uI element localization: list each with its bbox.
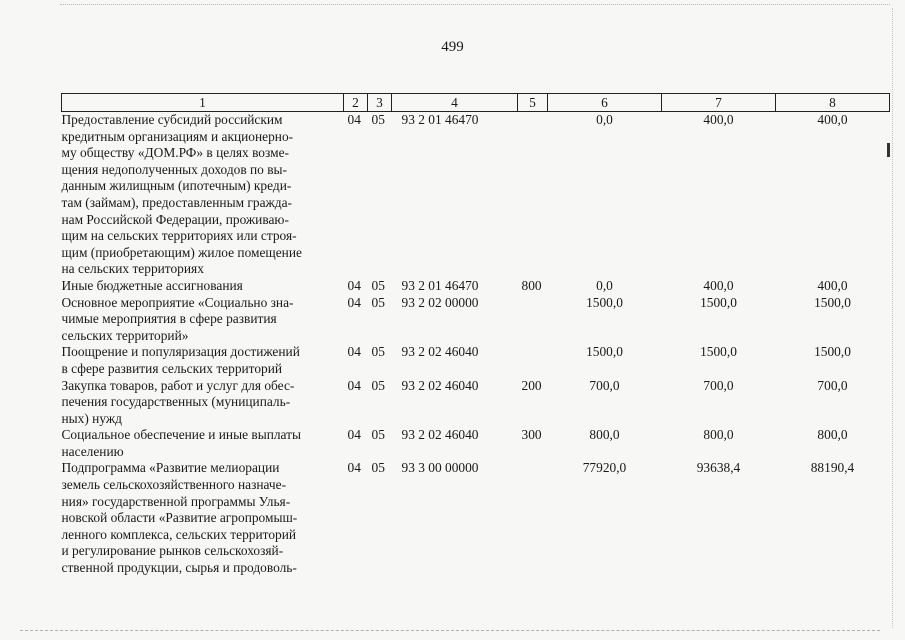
value-col-7: 700,0 bbox=[703, 377, 734, 393]
description-line: ленного комплекса, сельских территорий bbox=[61, 526, 297, 542]
scan-edge-right bbox=[892, 8, 894, 628]
description-line: му обществу «ДОМ.РФ» в целях возме- bbox=[61, 145, 289, 161]
table-row bbox=[62, 112, 890, 278]
target-article-code: 93 2 01 46470 bbox=[401, 112, 479, 127]
table-row bbox=[62, 295, 890, 345]
header-cell: 5 bbox=[518, 94, 548, 112]
section-code: 04 bbox=[347, 294, 361, 310]
expense-type-code bbox=[518, 112, 548, 278]
header-cell: 6 bbox=[548, 94, 662, 112]
value-col-6: 1500,0 bbox=[586, 294, 623, 310]
description-line: на сельских территориях bbox=[61, 261, 204, 277]
row-description bbox=[62, 278, 344, 295]
description-line: Основное мероприятие «Социально зна- bbox=[61, 294, 294, 310]
expense-type-code: 800 bbox=[521, 277, 542, 293]
table-row bbox=[62, 427, 890, 460]
header-cell: 1 bbox=[62, 94, 344, 112]
target-article-code: 93 2 02 46040 bbox=[401, 377, 479, 393]
value-col-8: 400,0 bbox=[817, 277, 848, 293]
budget-table bbox=[61, 93, 890, 577]
description-line: щения недополученных доходов по вы- bbox=[61, 161, 287, 177]
section-code: 04 bbox=[347, 460, 361, 476]
subsection-code: 05 bbox=[371, 427, 385, 443]
description-line: Поощрение и популяризация достижений bbox=[61, 344, 300, 360]
table-row bbox=[62, 378, 890, 428]
target-article-code: 93 2 02 00000 bbox=[401, 294, 479, 310]
subsection-code: 05 bbox=[371, 344, 385, 360]
target-article-code: 93 2 02 46040 bbox=[401, 344, 479, 360]
table-row bbox=[62, 344, 890, 377]
description-line: населению bbox=[61, 443, 124, 459]
subsection-code: 05 bbox=[371, 377, 385, 393]
subsection-code: 05 bbox=[371, 294, 385, 310]
description-line: Иные бюджетные ассигнования bbox=[61, 277, 243, 293]
value-col-8: 400,0 bbox=[817, 112, 848, 127]
row-description bbox=[62, 344, 344, 377]
page-number: 499 bbox=[441, 39, 464, 55]
description-line: земель сельскохозяйственного назначе- bbox=[61, 477, 287, 493]
header-row bbox=[62, 94, 890, 112]
description-line: кредитным организациям и акционерно- bbox=[61, 128, 294, 144]
header-cell: 3 bbox=[368, 94, 392, 112]
description-line: и регулирование рынков сельскохозяй- bbox=[61, 543, 284, 559]
description-line: новской области «Развитие агропромыш- bbox=[61, 510, 298, 526]
section-code: 04 bbox=[347, 344, 361, 360]
description-line: ственной продукции, сырья и продоволь- bbox=[61, 560, 297, 576]
subsection-code: 05 bbox=[371, 277, 385, 293]
row-description bbox=[62, 460, 344, 576]
value-col-6: 1500,0 bbox=[586, 344, 623, 360]
value-col-8: 700,0 bbox=[817, 377, 848, 393]
header-cell: 7 bbox=[662, 94, 776, 112]
value-col-7: 1500,0 bbox=[700, 344, 737, 360]
expense-type-code bbox=[518, 295, 548, 345]
value-col-7: 1500,0 bbox=[700, 294, 737, 310]
section-code: 04 bbox=[347, 377, 361, 393]
subsection-code: 05 bbox=[371, 112, 385, 127]
section-code: 04 bbox=[347, 112, 361, 127]
value-col-6: 0,0 bbox=[596, 277, 613, 293]
description-line: Подпрограмма «Развитие мелиорации bbox=[61, 460, 280, 476]
value-col-7: 400,0 bbox=[703, 112, 734, 127]
table-body bbox=[62, 112, 890, 577]
expense-type-code: 300 bbox=[521, 427, 542, 443]
description-line: сельских территорий» bbox=[61, 327, 189, 343]
description-line: данным жилищным (ипотечным) креди- bbox=[61, 178, 292, 194]
value-col-7: 400,0 bbox=[703, 277, 734, 293]
description-line: в сфере развития сельских территорий bbox=[61, 360, 283, 376]
value-col-8: 800,0 bbox=[817, 427, 848, 443]
header-cell: 4 bbox=[392, 94, 518, 112]
header-cell: 8 bbox=[776, 94, 890, 112]
header-cell: 2 bbox=[344, 94, 368, 112]
description-line: ных) нужд bbox=[61, 410, 122, 426]
description-line: Закупка товаров, работ и услуг для обес- bbox=[61, 377, 295, 393]
target-article-code: 93 2 02 46040 bbox=[401, 427, 479, 443]
description-line: печения государственных (муниципаль- bbox=[61, 394, 291, 410]
scan-edge-bottom bbox=[20, 630, 880, 632]
description-line: чимые мероприятия в сфере развития bbox=[61, 311, 277, 327]
table-row bbox=[62, 278, 890, 295]
section-code: 04 bbox=[347, 277, 361, 293]
scan-edge-top bbox=[60, 4, 890, 6]
value-col-8: 1500,0 bbox=[814, 294, 851, 310]
target-article-code: 93 3 00 00000 bbox=[401, 460, 479, 476]
description-line: Социальное обеспечение и иные выплаты bbox=[61, 427, 302, 443]
target-article-code: 93 2 01 46470 bbox=[401, 277, 479, 293]
row-description bbox=[62, 378, 344, 428]
description-line: там (займам), предоставленным гражда- bbox=[61, 194, 292, 210]
row-description bbox=[62, 427, 344, 460]
table-row bbox=[62, 460, 890, 576]
value-col-8: 88190,4 bbox=[810, 460, 855, 476]
value-col-8: 1500,0 bbox=[814, 344, 851, 360]
description-line: щим на сельских территориях или строя- bbox=[61, 228, 297, 244]
subsection-code: 05 bbox=[371, 460, 385, 476]
expense-type-code bbox=[518, 460, 548, 576]
expense-type-code: 200 bbox=[521, 377, 542, 393]
value-col-6: 800,0 bbox=[589, 427, 620, 443]
value-col-6: 0,0 bbox=[596, 112, 613, 127]
description-line: нам Российской Федерации, проживаю- bbox=[61, 211, 289, 227]
value-col-7: 93638,4 bbox=[696, 460, 741, 476]
description-line: ния» государственной программы Улья- bbox=[61, 493, 291, 509]
value-col-7: 800,0 bbox=[703, 427, 734, 443]
description-line: щим (приобретающим) жилое помещение bbox=[61, 244, 302, 260]
expense-type-code bbox=[518, 344, 548, 377]
value-col-6: 700,0 bbox=[589, 377, 620, 393]
description-line: Предоставление субсидий российским bbox=[61, 112, 283, 127]
section-code: 04 bbox=[347, 427, 361, 443]
value-col-6: 77920,0 bbox=[582, 460, 627, 476]
row-description bbox=[62, 295, 344, 345]
row-description bbox=[62, 112, 344, 278]
